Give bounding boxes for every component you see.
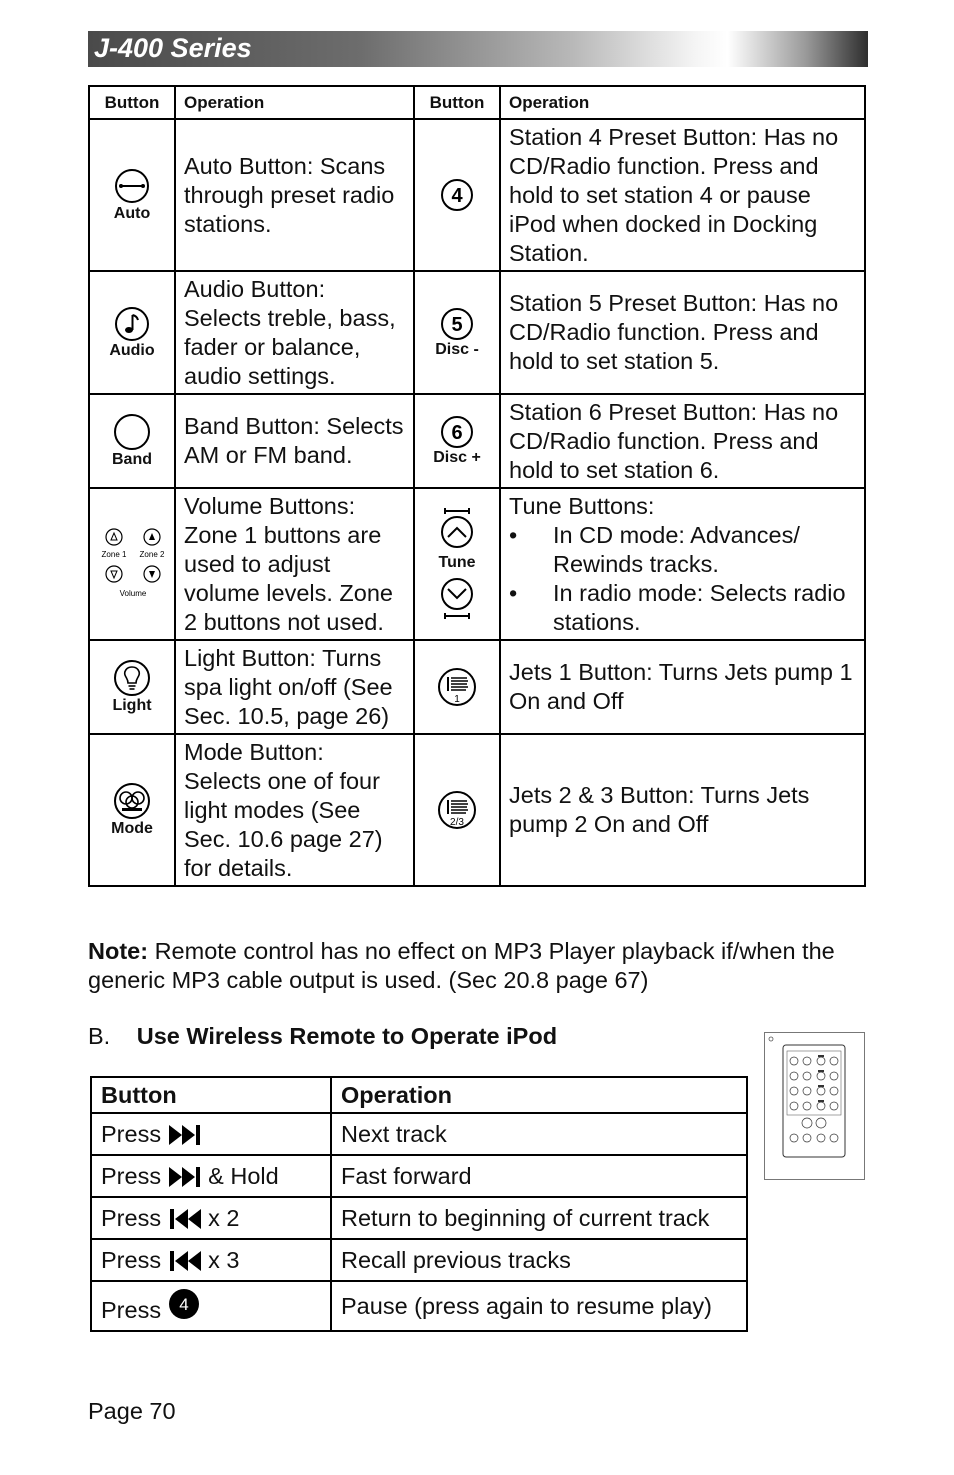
tune-down-icon xyxy=(437,578,477,620)
col-header-button: Button xyxy=(89,86,175,119)
auto-description: Auto Button: Scans through preset radio stations. xyxy=(175,119,414,271)
light-label: Light xyxy=(112,697,152,714)
jets-23-icon xyxy=(437,790,477,830)
tune-label: Tune xyxy=(438,554,476,571)
audio-description: Audio Button: Selects treble, bass, fader or balance, audio settings. xyxy=(175,271,414,394)
skip-back-icon xyxy=(168,1208,202,1230)
preset-4-button-cell xyxy=(414,119,500,271)
music-note-icon xyxy=(114,306,150,342)
operation-cell: Return to beginning of current track xyxy=(331,1197,747,1239)
band-description: Band Button: Selects AM or FM band. xyxy=(175,394,414,488)
press-suffix: x 3 xyxy=(208,1246,240,1273)
tune-bullet-cd: In CD mode: Advances/ Rewinds tracks. xyxy=(553,521,800,577)
button-cell xyxy=(91,1197,331,1239)
volume-label: Volume xyxy=(119,589,147,598)
note-label: Note: xyxy=(88,938,149,964)
preset-6-button-cell xyxy=(414,394,500,488)
press-text: Press xyxy=(101,1120,162,1147)
jets-1-icon xyxy=(437,667,477,707)
light-description: Light Button: Turns spa light on/off (See Sec. 10.5, page 26) xyxy=(175,640,414,734)
operation-cell: Next track xyxy=(331,1113,747,1155)
tune-description xyxy=(500,488,865,640)
table-header-row xyxy=(91,1077,747,1113)
note-text: Remote control has no effect on MP3 Player playback if/when the generic MP3 cable output is used. (Sec 20.8 page 67) xyxy=(88,938,835,993)
skip-back-icon xyxy=(168,1250,202,1272)
section-heading xyxy=(88,1023,557,1050)
volume-description: Volume Buttons: Zone 1 buttons are used to adjust volume levels. Zone 2 buttons not used. xyxy=(175,488,414,640)
jets-23-number: 2/3 xyxy=(450,817,464,828)
col-header-operation: Operation xyxy=(500,86,865,119)
table-row xyxy=(89,640,865,734)
preset-5-description: Station 5 Preset Button: Has no CD/Radio function. Press and hold to set station 5. xyxy=(500,271,865,394)
preset-4-description: Station 4 Preset Button: Has no CD/Radio function. Press and hold to set station 4 or pause iPod when docked in Docking Station. xyxy=(500,119,865,271)
note-paragraph xyxy=(88,937,888,995)
button-cell xyxy=(91,1113,331,1155)
button-operation-table xyxy=(88,85,866,887)
press-text: Press xyxy=(101,1246,162,1273)
mode-description: Mode Button: Selects one of four light modes (See Sec. 10.6 page 27) for details. xyxy=(175,734,414,886)
jets-23-description: Jets 2 & 3 Button: Turns Jets pump 2 On and Off xyxy=(500,734,865,886)
jets-23-button-cell xyxy=(414,734,500,886)
table-row xyxy=(89,734,865,886)
auto-label: Auto xyxy=(113,205,151,222)
auto-button-cell xyxy=(89,119,175,271)
jets-1-number: 1 xyxy=(454,694,460,705)
audio-label: Audio xyxy=(109,341,155,359)
col-header-button: Button xyxy=(91,1077,331,1113)
table-row xyxy=(91,1281,747,1331)
section-title: Use Wireless Remote to Operate iPod xyxy=(136,1023,558,1049)
section-letter: B. xyxy=(88,1023,111,1049)
preset-4-number: 4 xyxy=(451,185,463,207)
table-header-row xyxy=(89,86,865,119)
remote-control-illustration xyxy=(764,1032,865,1180)
table-row xyxy=(91,1239,747,1281)
light-button-cell xyxy=(89,640,175,734)
header-bar xyxy=(88,31,868,67)
mode-label: Mode xyxy=(111,820,153,837)
button-cell xyxy=(91,1281,331,1331)
light-bulb-icon xyxy=(113,659,151,697)
page-number: Page 70 xyxy=(88,1398,176,1424)
operation-cell: Recall previous tracks xyxy=(331,1239,747,1281)
remote-control-icon xyxy=(765,1033,864,1179)
volume-buttons-cell xyxy=(89,488,175,640)
list-item xyxy=(509,579,856,637)
table-row xyxy=(89,271,865,394)
button-cell xyxy=(91,1239,331,1281)
preset-6-icon xyxy=(440,415,474,449)
list-item xyxy=(509,521,856,579)
table-row xyxy=(91,1155,747,1197)
preset-5-icon xyxy=(440,307,474,341)
button-cell xyxy=(91,1155,331,1197)
preset-5-number: 5 xyxy=(451,313,463,336)
table-row xyxy=(89,488,865,640)
band-icon xyxy=(113,413,151,451)
bullet-marker: • xyxy=(509,579,518,606)
jets-1-description: Jets 1 Button: Turns Jets pump 1 On and Off xyxy=(500,640,865,734)
tune-heading: Tune Buttons: xyxy=(509,492,655,519)
tune-buttons-cell xyxy=(414,488,500,640)
tune-bullet-radio: In radio mode: Selects radio stations. xyxy=(553,579,846,635)
preset-6-description: Station 6 Preset Button: Has no CD/Radio function. Press and hold to set station 6. xyxy=(500,394,865,488)
press-suffix: x 2 xyxy=(208,1204,240,1231)
header-title: J-400 Series xyxy=(94,33,252,63)
mode-button-cell xyxy=(89,734,175,886)
col-header-operation: Operation xyxy=(331,1077,747,1113)
bullet-marker: • xyxy=(509,521,518,548)
press-text: Press xyxy=(101,1162,162,1189)
preset-6-number: 6 xyxy=(451,422,463,444)
band-button-cell xyxy=(89,394,175,488)
operation-cell: Fast forward xyxy=(331,1155,747,1197)
auto-icon xyxy=(113,167,151,205)
col-header-button: Button xyxy=(414,86,500,119)
preset-4-icon xyxy=(440,178,474,212)
table-row xyxy=(91,1113,747,1155)
zone-1-label: Zone 1 xyxy=(101,550,127,559)
disc-minus-label: Disc - xyxy=(435,340,479,358)
operation-cell: Pause (press again to resume play) xyxy=(331,1281,747,1331)
skip-forward-icon xyxy=(168,1124,202,1146)
table-row xyxy=(89,394,865,488)
table-row xyxy=(89,119,865,271)
preset-5-button-cell xyxy=(414,271,500,394)
zone-2-label: Zone 2 xyxy=(139,550,165,559)
press-suffix: & Hold xyxy=(208,1162,279,1189)
tune-up-icon xyxy=(437,508,477,548)
table-row xyxy=(91,1197,747,1239)
mode-icon xyxy=(113,782,151,820)
badge-number: 4 xyxy=(178,1295,189,1314)
disc-plus-label: Disc + xyxy=(433,449,481,466)
jets-1-button-cell xyxy=(414,640,500,734)
audio-button-cell xyxy=(89,271,175,394)
band-label: Band xyxy=(112,451,152,468)
skip-forward-icon xyxy=(168,1166,202,1188)
col-header-operation: Operation xyxy=(175,86,414,119)
volume-icon xyxy=(92,524,172,604)
press-text: Press xyxy=(101,1297,162,1323)
press-text: Press xyxy=(101,1204,162,1231)
ipod-operation-table xyxy=(90,1076,748,1332)
preset-4-badge-icon xyxy=(168,1288,200,1320)
